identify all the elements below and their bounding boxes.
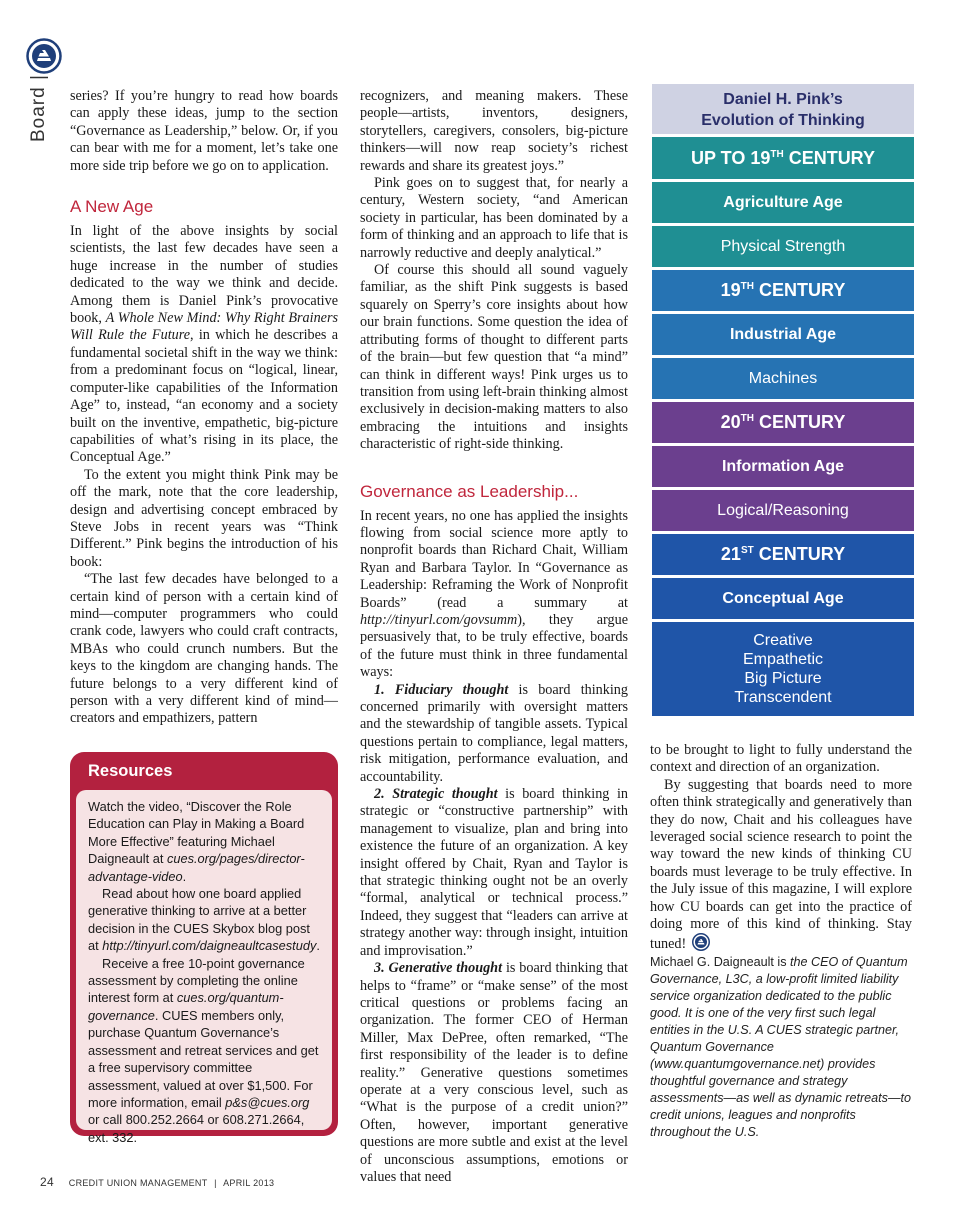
section-label: Board | [28,74,49,142]
paragraph: To the extent you might think Pink may be off the mark, note that the core leadership, design and advertising concept embraced by Steve Jobs in recent years was “Think Different.” Pink begins the introduction of his book: [70,466,338,570]
page-number: 24 [40,1175,54,1189]
summary-link[interactable]: http://tinyurl.com/govsumm [360,611,518,628]
heading-a-new-age: A New Age [70,197,154,217]
paragraph: In light of the above insights by social scientists, the last few decades have seen a huge increase in the number of studies dedicated to the way we think and decide. Among them is Daniel Pink’s provocative book, A Whole New Mind: Why Right Brainers Will Rule the Future, in which he describes a fundamental societal shift in the way we think: from a predominant focus on “logical, linear, computer-like capabilities of the Information Age” to, instead, “an economy and a society built on the inventive, empathetic, big-picture capabilities of what’s rising in its place, the Conceptual Age.” [70,223,339,466]
age-information: Information Age [652,443,914,487]
resources-body [76,790,332,1145]
column-2 [360,88,628,1186]
skill-logical-reasoning: Logical/Reasoning [652,487,914,531]
issue-date: APRIL 2013 [223,1178,275,1188]
resource-link[interactable]: cues.org/pages/director-advantage-video [88,851,305,884]
paragraph: to be brought to light to fully understand the context and direction of an organization. [650,742,912,776]
website-link[interactable]: www.quantumgovernance.net [654,1056,821,1071]
column-3 [650,742,912,1141]
resources-box [70,752,338,1145]
resource-item: Receive a free 10-point governance assessment by completing the online interest form at cues.org/quantum-governance. CUES members only, purchase Quantum Governance’s assessment and retreat services and get a free supervisory committee assessment, valued at over $1,500. For more information, email p&s@cues.org or call 800.252.2664 or 608.271.2664, ext. 332. [88,955,319,1145]
resource-link[interactable]: cues.org/quantum-governance [88,990,284,1023]
email-link[interactable]: p&s@cues.org [225,1094,310,1110]
paragraph: By suggesting that boards need to more often think strategically and generatively than they do now, Chait and his colleagues have leveraged social science research to point the way toward the new kinds of thinking CU boards must leverage to be truly effective. In the July issue of this magazine, I will explore how CU boards can get into the practice of doing more of this kind of thinking. Stay tuned! [650,776,912,953]
paragraph: series? If you’re hungry to read how boards can apply these ideas, jump to the section “Governance as Leadership,” below. Or, if you can bear with me for a moment, let’s take one more side trip before we go on to application. [70,88,338,174]
panel-title: Daniel H. Pink’s Evolution of Thinking [652,84,914,134]
paragraph: “The last few decades have belonged to a certain kind of person with a certain kind of mind—computer programmers who could crank code, lawyers who could craft contracts, MBAs who could crunch numbers. But the keys to the kingdom are changing hands. The future belongs to a very different kind of person with a very different kind of mind—creators and empathizers, pattern [70,571,338,727]
resource-item: Read about how one board applied generative thinking to arrive at a better decision in the CUES Skybox blog post at http://tinyurl.com/daigneaultcasestudy. [88,886,320,954]
resource-item: Watch the video, “Discover the Role Education can Play in Making a Board More Effective” featuring Michael Daigneault at cues.org/pages/director-advantage-video. [88,799,305,884]
page-footer [40,1175,274,1189]
resources-title: Resources [88,762,173,780]
era-up-to-19th-century: UP TO 19TH CENTURY [652,134,914,179]
author-bio: Michael G. Daigneault is the CEO of Quantum Governance, L3C, a low-profit limited liability service organization dedicated to the public good. It is one of the very first such legal entities in the U.S. A CUES strategic partner, Quantum Governance (www.quantumgovernance.net) provides thoughtful governance and strategy assessments—as well as dynamic retreats—to credit unions, leagues and nonprofits throughout the U.S. [650,954,912,1139]
skill-physical-strength: Physical Strength [652,223,914,267]
paragraph: 3. Generative thought is board thinking that helps to “frame” or “make sense” of the most critical questions or problems facing an organization. The former CEO of Herman Miller, Max DePree, often remarked, “The first responsibility of the leader is to define reality.” Generative questions sometimes operate at a very conscious level, such as “What is the purpose of a credit union?” Often, however, important generative questions are more subtle and exist at the level of unconscious assumptions, emotions or values that need [360,960,628,1185]
footer-divider: | [214,1178,217,1188]
cues-logo-icon [26,38,62,74]
end-mark-icon [692,933,710,951]
era-21st-century: 21ST CENTURY [652,531,914,575]
book-title: A Whole New Mind: Why Right Brainers Will Rule the Future [70,310,338,344]
paragraph: Of course this should all sound vaguely familiar, as the shift Pink suggests is based squarely on Sperry’s core insights about how our brain functions. Some question the idea of attributing forms of thought to different parts of the brain—but few question that “a mind” can think in different ways! Pink urges us to transition from using left-brain thinking almost exclusively in decision-making matters to also embracing the intuitions and insights characteristic of right-side thinking. [360,262,628,453]
age-agriculture: Agriculture Age [652,179,914,223]
skill-machines: Machines [652,355,914,399]
paragraph: 1. Fiduciary thought is board thinking concerned primarily with oversight matters and the stewardship of tangible assets. Typical questions pertain to compliance, legal matters, risk mitigation, performance evaluation, and accountability. [360,681,628,785]
heading-governance-as-leadership: Governance as Leadership... [360,481,579,501]
evolution-of-thinking-panel [652,84,914,720]
column-1 [70,88,338,728]
skills-conceptual-age: Creative Empathetic Big Picture Transcendent [652,619,914,716]
paragraph: In recent years, no one has applied the insights flowing from social science more aptly to nonprofit boards than Richard Chait, William Ryan and Barbara Taylor. In “Governance as Leadership: Reframing the Work of Nonprofit Boards” (read a summary at http://tinyurl.com/govsumm), they argue persuasively that, to be truly effective, boards of the future must think in three fundamental ways: [360,507,628,681]
publication-name: CREDIT UNION MANAGEMENT [68,1178,208,1188]
age-conceptual: Conceptual Age [652,575,914,619]
era-19th-century: 19TH CENTURY [652,267,914,311]
paragraph: Pink goes on to suggest that, for nearly a century, Western society, “and American society in particular, has been dominated by a form of thinking and an approach to life that is narrowly reductive and deeply analytical.” [360,175,628,261]
age-industrial: Industrial Age [652,311,914,355]
resource-link[interactable]: http://tinyurl.com/daigneaultcasestudy [102,938,317,954]
era-20th-century: 20TH CENTURY [652,399,914,443]
paragraph: 2. Strategic thought is board thinking in strategic or “constructive partnership” with management to visualize, plan and bring into existence the future of an organization. A key insight offered by Chait, Ryan and Taylor is that strategic thinking ought not be an overly “formal, analytical or technical process.” Indeed, they suggest that “leaders can arrive at strategy another way: through insight, intuition and improvisation.” [360,786,628,959]
paragraph: recognizers, and meaning makers. These people—artists, inventors, designers, storytellers, caregivers, consolers, big-picture thinkers—will now reap society’s richest rewards and share its greatest joys.” [360,88,628,174]
